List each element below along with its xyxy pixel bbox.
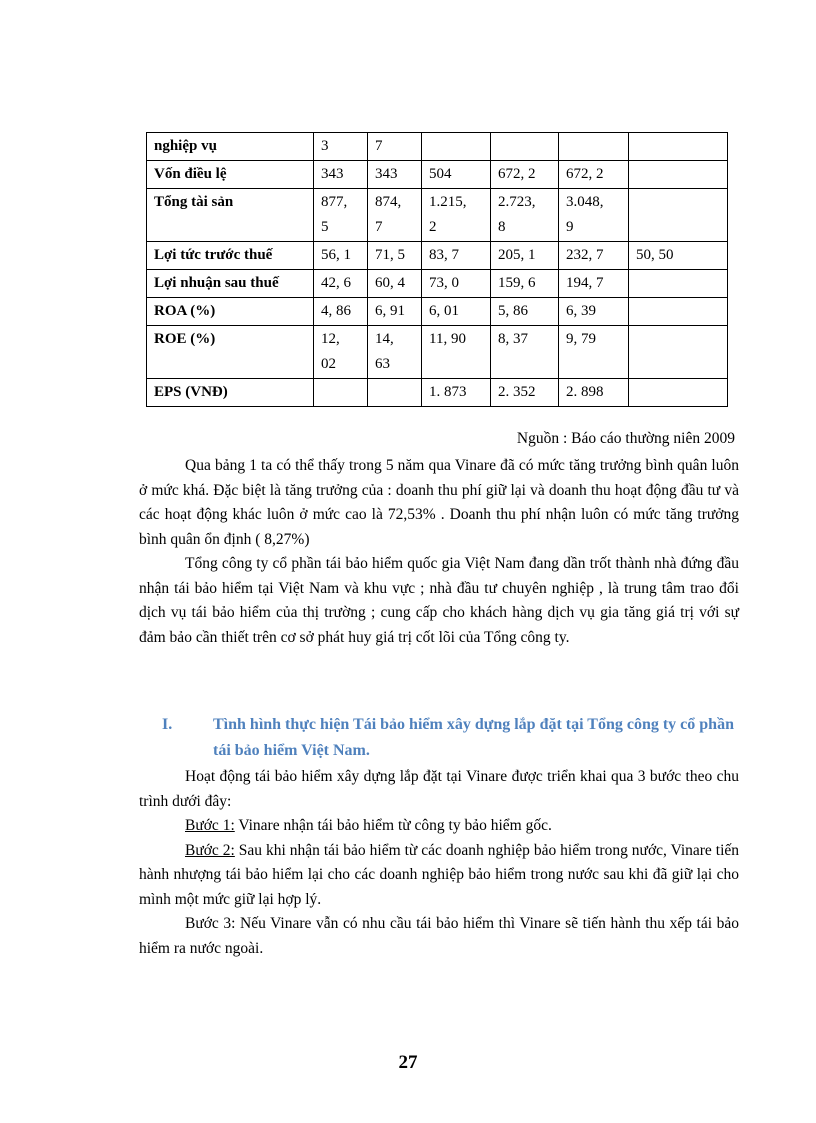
step-1-label: Bước 1: (185, 817, 235, 834)
table-cell: 874, 7 (368, 189, 422, 242)
table-cell (629, 326, 728, 379)
table-cell: 14, 63 (368, 326, 422, 379)
table-cell (629, 189, 728, 242)
table-row (147, 133, 728, 161)
table-source-note: Nguồn : Báo cáo thường niên 2009 (516, 430, 735, 447)
analysis-text (139, 454, 739, 650)
table-cell: 232, 7 (559, 242, 629, 270)
table-row (147, 298, 728, 326)
table-cell: 4, 86 (314, 298, 368, 326)
table-cell: 159, 6 (491, 270, 559, 298)
table-row (147, 161, 728, 189)
paragraph-company-vision: Tổng công ty cổ phần tái bảo hiểm quốc gia Việt Nam đang dần trốt thành nhà đứng đầu nhận tái bảo hiểm tại Việt Nam và khu vực ; nhà đầu tư chuyên nghiệp , là trung tâm trao đổi dịch vụ tái bảo hiểm của thị trường ; cung cấp cho khách hàng dịch vụ gia tăng giá trị với sự đảm bảo cần thiết trên cơ sở phát huy giá trị cốt lõi của Tổng công ty. (139, 555, 739, 646)
table-cell (491, 133, 559, 161)
table-cell: 343 (368, 161, 422, 189)
table-cell (629, 161, 728, 189)
row-label: Tổng tài sản (147, 189, 314, 242)
table-cell: 8, 37 (491, 326, 559, 379)
table-cell: 73, 0 (422, 270, 491, 298)
table-row (147, 242, 728, 270)
table-cell: 205, 1 (491, 242, 559, 270)
step-2-text: Sau khi nhận tái bảo hiểm từ các doanh nghiệp bảo hiểm trong nước, Vinare tiến hành nhượng tái bảo hiểm lại cho các doanh nghiệp bảo hiểm trong nước sau khi đã giữ lại cho mình một mức giữ lại hợp lý. (139, 841, 740, 908)
table-cell: 9, 79 (559, 326, 629, 379)
step-2-label: Bước 2: (185, 841, 235, 859)
table-cell (629, 379, 728, 407)
table-cell: 83, 7 (422, 242, 491, 270)
table-cell: 672, 2 (491, 161, 559, 189)
row-label: nghiệp vụ (147, 133, 314, 161)
row-label: Vốn điều lệ (147, 161, 314, 189)
step-3: Bước 3: Nếu Vinare vẫn có nhu cầu tái bảo hiểm thì Vinare sẽ tiến hành thu xếp tái bảo hiểm ra nước ngoài. (139, 915, 739, 957)
table-cell: 71, 5 (368, 242, 422, 270)
table-row (147, 379, 728, 407)
table-cell: 2. 898 (559, 379, 629, 407)
table-cell: 60, 4 (368, 270, 422, 298)
row-label: Lợi nhuận sau thuế (147, 270, 314, 298)
table-cell: 50, 50 (629, 242, 728, 270)
table-cell: 6, 91 (368, 298, 422, 326)
row-label: Lợi tức trước thuế (147, 242, 314, 270)
financial-table (146, 132, 728, 407)
table-cell: 56, 1 (314, 242, 368, 270)
step-1-text: Vinare nhận tái bảo hiểm từ công ty bảo hiểm gốc. (234, 817, 552, 834)
paragraph-growth: Qua bảng 1 ta có thể thấy trong 5 năm qua Vinare đã có mức tăng trưởng bình quân luôn ở mức khá. Đặc biệt là tăng trưởng của : doanh thu phí giữ lại và doanh thu hoạt động đầu tư và các hoạt động khác luôn ở mức cao là 72,53% . Doanh thu phí nhận luôn có mức tăng trưởng bình quân ổn định ( 8,27%) (139, 457, 739, 548)
table-cell: 877, 5 (314, 189, 368, 242)
table-cell (368, 379, 422, 407)
section-number: I. (162, 716, 173, 733)
table-cell: 7 (368, 133, 422, 161)
table-cell: 6, 39 (559, 298, 629, 326)
table-row (147, 270, 728, 298)
process-steps (139, 765, 739, 961)
table-cell: 42, 6 (314, 270, 368, 298)
table-cell (629, 133, 728, 161)
table-cell: 672, 2 (559, 161, 629, 189)
table-cell (629, 270, 728, 298)
table-cell: 1.215, 2 (422, 189, 491, 242)
table-cell: 6, 01 (422, 298, 491, 326)
table-cell (422, 133, 491, 161)
table-cell: 1. 873 (422, 379, 491, 407)
table-cell (559, 133, 629, 161)
row-label: ROE (%) (147, 326, 314, 379)
row-label: ROA (%) (147, 298, 314, 326)
step-2 (139, 839, 739, 913)
table-cell: 3.048, 9 (559, 189, 629, 242)
steps-intro: Hoạt động tái bảo hiểm xây dựng lắp đặt tại Vinare được triển khai qua 3 bước theo chu trình dưới đây: (139, 768, 739, 810)
table-cell: 504 (422, 161, 491, 189)
table-cell: 2. 352 (491, 379, 559, 407)
table-cell: 11, 90 (422, 326, 491, 379)
table-row (147, 189, 728, 242)
row-label: EPS (VNĐ) (147, 379, 314, 407)
table-cell: 3 (314, 133, 368, 161)
table-row (147, 326, 728, 379)
table-cell (629, 298, 728, 326)
page-number: 27 (398, 1052, 418, 1073)
table-cell: 194, 7 (559, 270, 629, 298)
table-cell: 343 (314, 161, 368, 189)
section-title: Tình hình thực hiện Tái bảo hiểm xây dựng lắp đặt tại Tổng công ty cổ phần tái bảo hiểm Việt Nam. (213, 716, 734, 759)
table-cell: 5, 86 (491, 298, 559, 326)
table-cell (314, 379, 368, 407)
table-cell: 12, 02 (314, 326, 368, 379)
table-cell: 2.723, 8 (491, 189, 559, 242)
step-1 (139, 814, 739, 839)
